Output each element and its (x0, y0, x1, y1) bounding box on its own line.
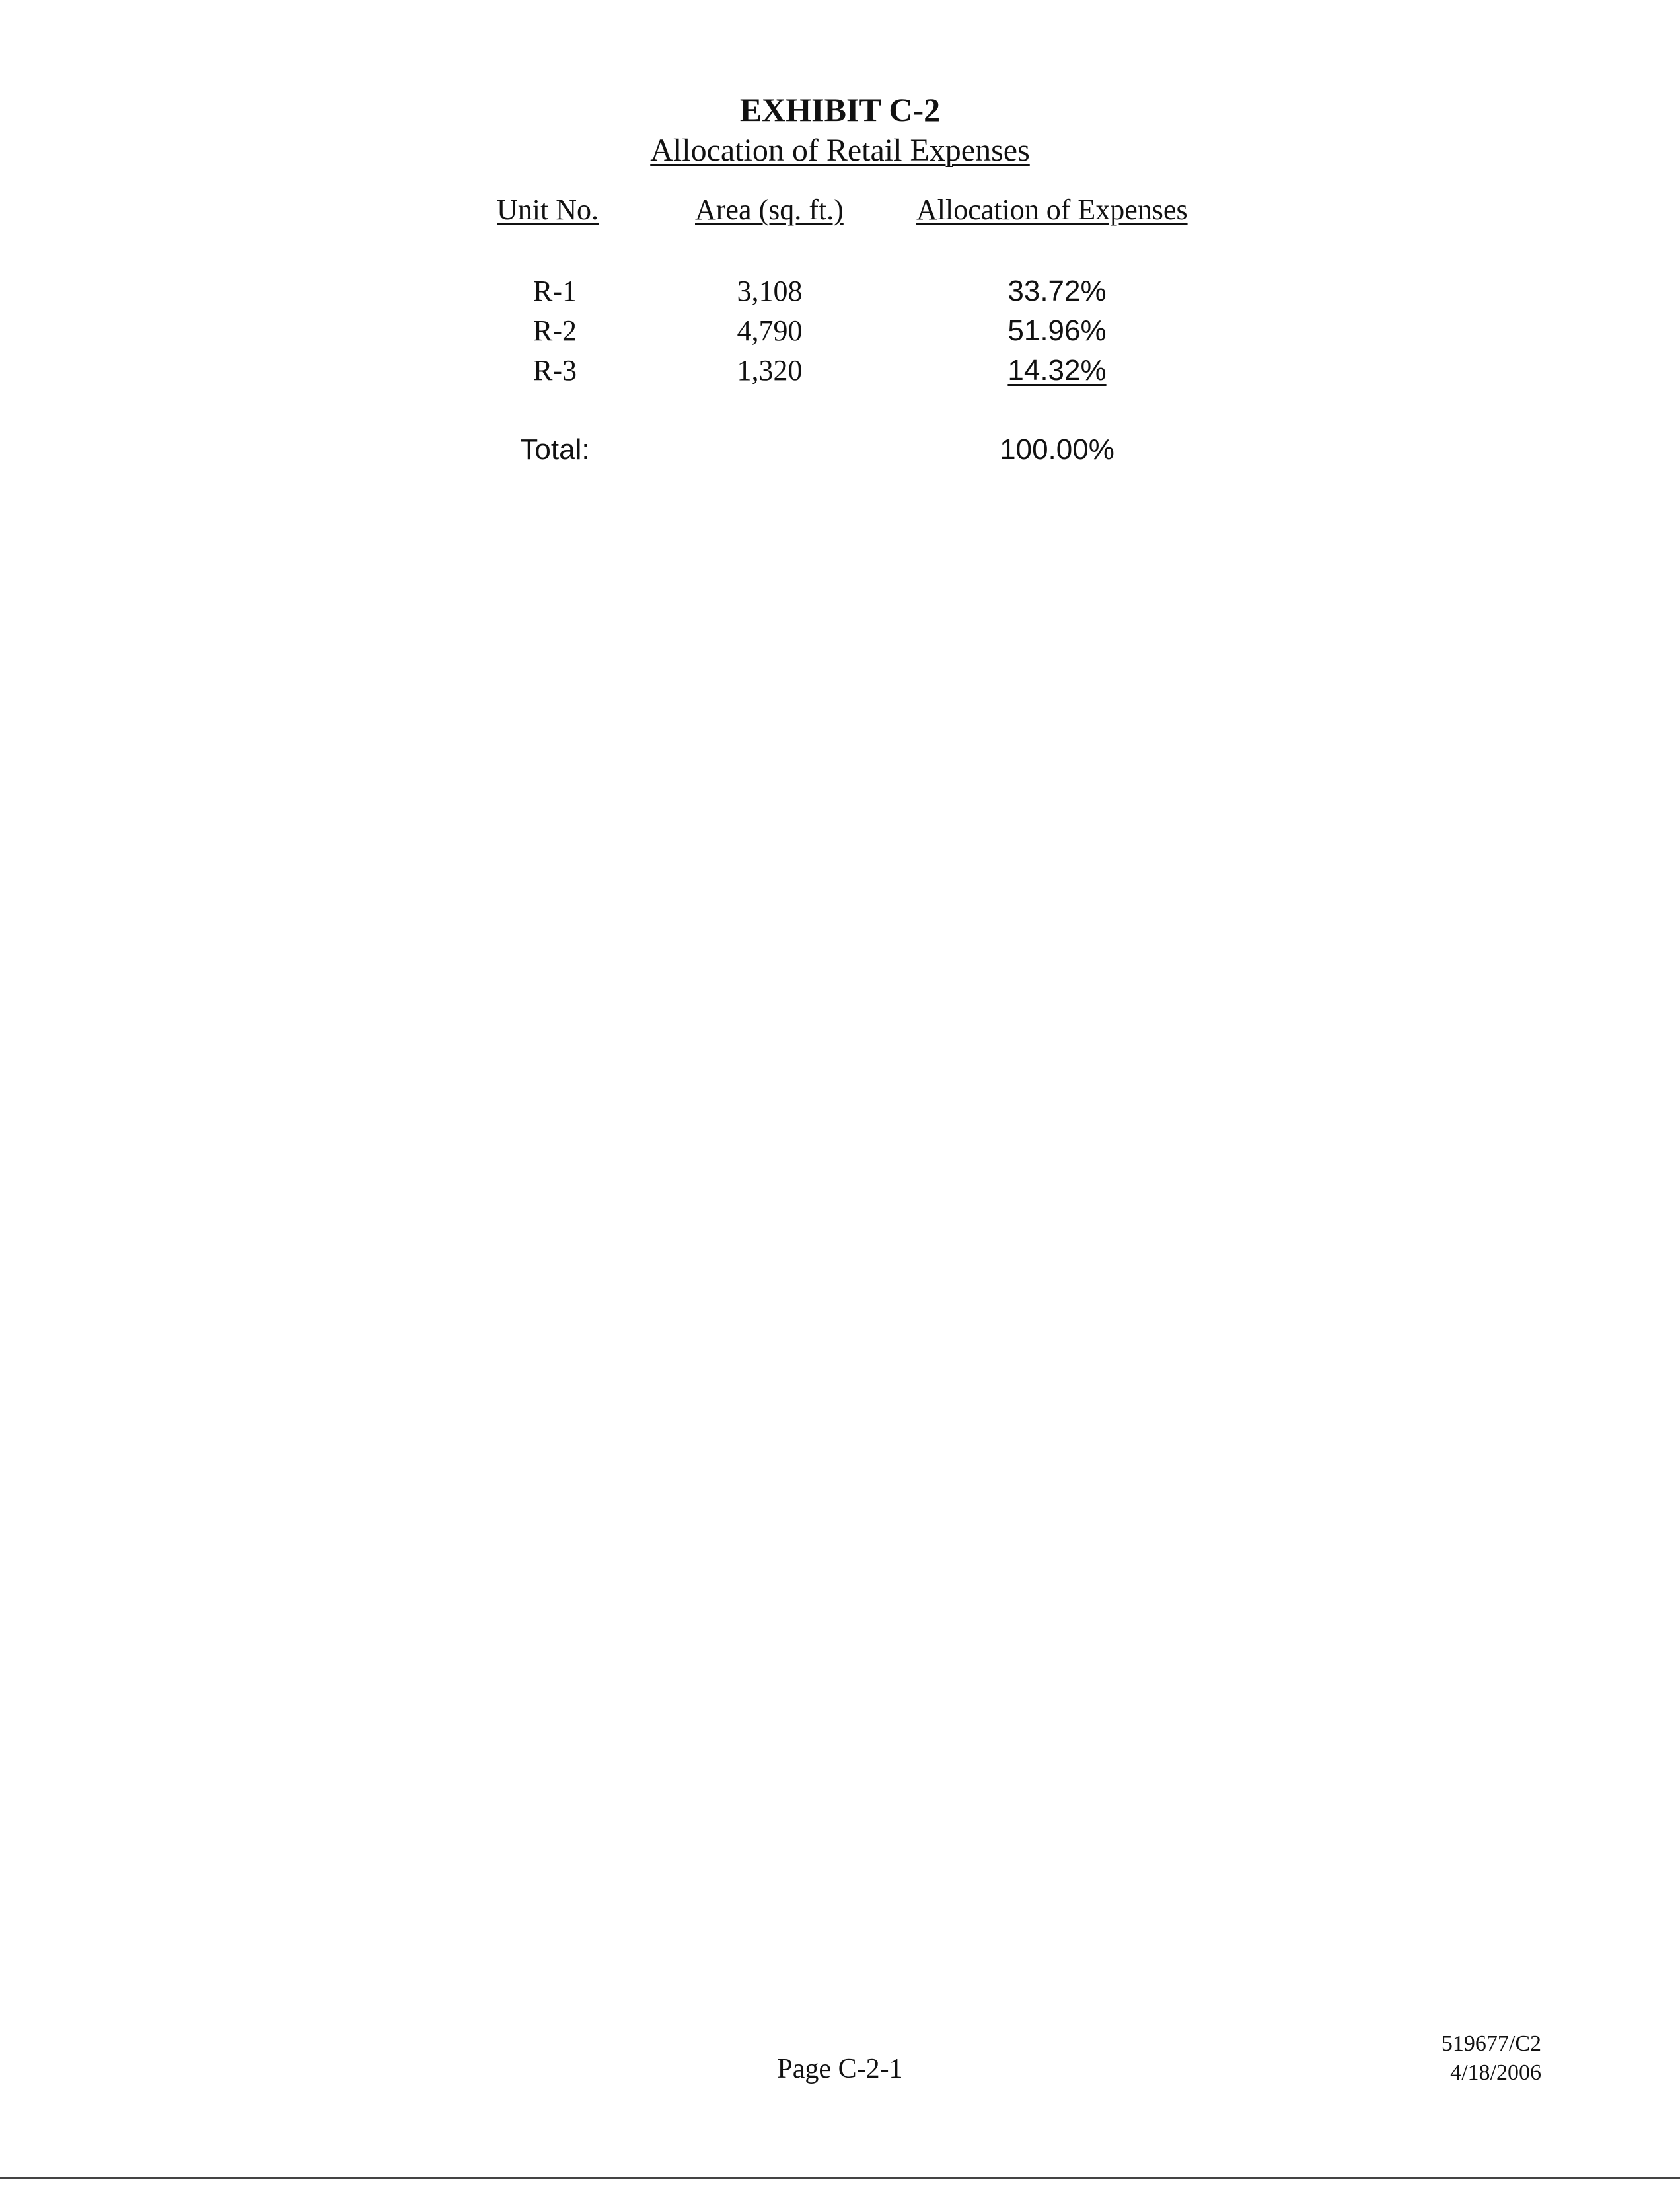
table-cell-allocation: 33.72% (1007, 275, 1107, 307)
table-cell-area: 4,790 (737, 314, 803, 347)
table-cell-area: 3,108 (737, 275, 803, 307)
table-cell-unit: R-2 (533, 314, 577, 347)
bottom-scan-edge (0, 2177, 1680, 2179)
table-cell-allocation: 51.96% (1007, 314, 1107, 347)
table-cell-allocation-text: 14.32% (1007, 354, 1107, 386)
exhibit-subtitle-text: Allocation of Retail Expenses (650, 133, 1030, 168)
document-id: 519677/C2 (1441, 2031, 1541, 2056)
column-header-area: Area (sq. ft.) (695, 194, 844, 226)
table-cell-area: 1,320 (737, 354, 803, 386)
table-cell-unit: R-1 (533, 275, 577, 307)
total-allocation: 100.00% (1000, 433, 1114, 466)
page-number: Page C-2-1 (777, 2054, 903, 2084)
total-label: Total: (520, 433, 590, 466)
exhibit-title: EXHIBIT C-2 (739, 91, 941, 128)
table-cell-allocation-last (965, 352, 1150, 389)
column-header-allocation: Allocation of Expenses (916, 194, 1188, 226)
exhibit-subtitle (0, 131, 1680, 170)
column-header-unit: Unit No. (497, 194, 599, 226)
document-date: 4/18/2006 (1450, 2060, 1541, 2085)
table-cell-unit: R-3 (533, 354, 577, 386)
